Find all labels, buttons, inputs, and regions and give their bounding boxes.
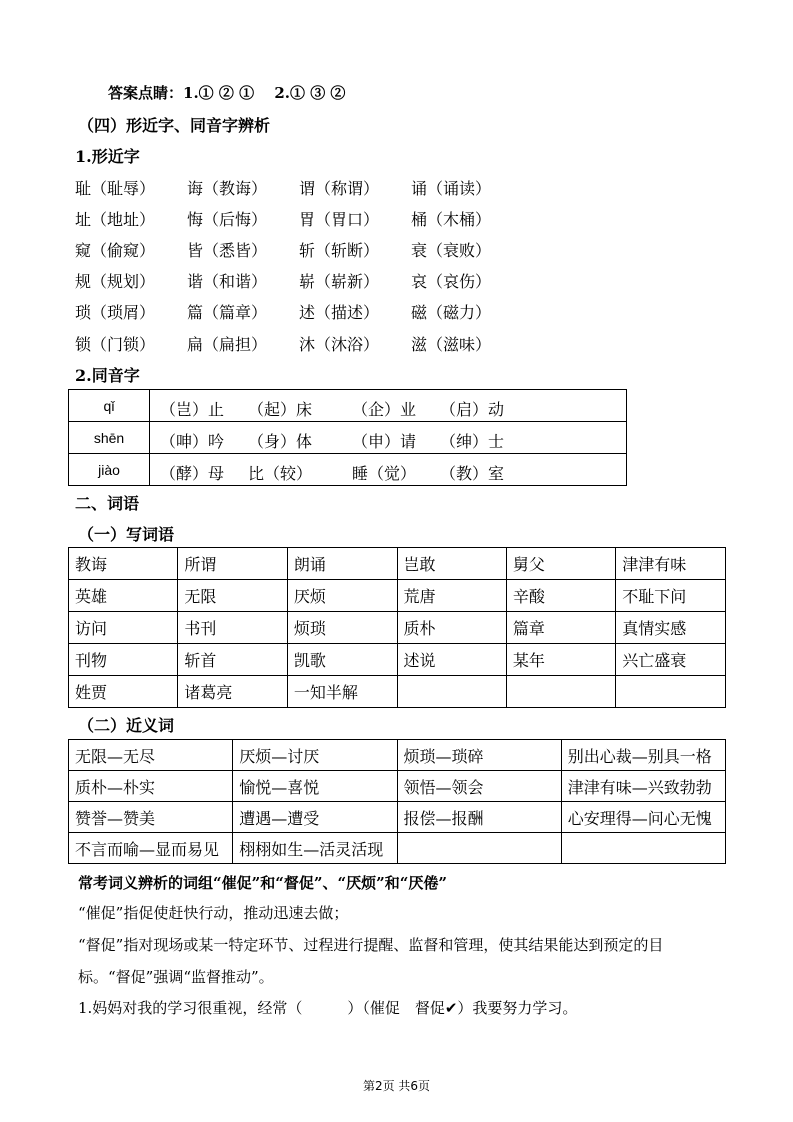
word-cell <box>397 676 506 708</box>
word-cell <box>506 676 615 708</box>
xingjin-item: 桶（木桶） <box>411 210 492 229</box>
analysis-line: “催促”指促使赶快行动，推动迅速去做； <box>78 904 349 922</box>
synonym-cell: 厌烦—讨厌 <box>233 740 397 771</box>
synonym-cell: 不言而喻—显而易见 <box>69 833 233 864</box>
synonym-cell: 津津有味—兴致勃勃 <box>561 771 725 802</box>
table-row <box>69 676 726 708</box>
word-cell <box>616 676 726 708</box>
tongyin-item: （酵）母 <box>160 464 225 483</box>
word-cell: 真情实感 <box>616 612 726 644</box>
xingjin-item: 皆（悉皆） <box>187 241 268 260</box>
word-cell: 厌烦 <box>287 580 397 612</box>
tongyin-item: 比（较） <box>248 464 313 483</box>
tongyin-item: （教）室 <box>440 464 505 483</box>
word-cell: 教诲 <box>69 548 178 580</box>
word-cell: 访问 <box>69 612 178 644</box>
synonyms-table <box>68 739 726 864</box>
word-cell: 无限 <box>178 580 288 612</box>
tongyin-title: 2.同音字 <box>75 366 140 385</box>
table-row <box>69 802 726 833</box>
word-cell: 辛酸 <box>506 580 615 612</box>
xingjin-item: 胃（胃口） <box>299 210 380 229</box>
tongyin-item: （起）床 <box>248 400 313 419</box>
table-row <box>69 454 627 486</box>
xingjin-item: 斩（斩断） <box>299 241 380 260</box>
xingjin-item: 扁（扁担） <box>187 335 268 354</box>
word-cell: 质朴 <box>397 612 506 644</box>
tongyin-item: （岂）止 <box>160 400 225 419</box>
word-cell: 刊物 <box>69 644 178 676</box>
synonym-cell: 赞誉—赞美 <box>69 802 233 833</box>
xingjin-item: 址（地址） <box>75 210 156 229</box>
word-cell: 姓贾 <box>69 676 178 708</box>
xingjin-item: 诲（教诲） <box>187 179 268 198</box>
table-row <box>69 740 726 771</box>
xingjin-item: 述（描述） <box>299 303 380 322</box>
tongyin-item: （申）请 <box>352 432 417 451</box>
synonym-cell: 心安理得—问心无愧 <box>561 802 725 833</box>
word-cell: 岂敢 <box>397 548 506 580</box>
synonym-cell: 栩栩如生—活灵活现 <box>233 833 397 864</box>
table-row <box>69 771 726 802</box>
synonym-cell: 领悟—领会 <box>397 771 561 802</box>
word-cell: 荒唐 <box>397 580 506 612</box>
answer-hint: 答案点睛：1.① ② ① 2.① ③ ② <box>108 84 346 102</box>
word-cell: 所谓 <box>178 548 288 580</box>
word-cell: 书刊 <box>178 612 288 644</box>
table-row <box>69 644 726 676</box>
page-footer: 第2页 共6页 <box>362 1079 431 1093</box>
xingjin-item: 崭（崭新） <box>299 272 380 291</box>
xingjin-item: 悔（后悔） <box>187 210 268 229</box>
tongyin-cell <box>150 454 627 486</box>
xingjin-item: 谐（和谐） <box>187 272 268 291</box>
table-row <box>69 390 627 422</box>
synonym-cell: 遭遇—遭受 <box>233 802 397 833</box>
xingjin-item: 耻（耻辱） <box>75 179 156 198</box>
word-cell: 诸葛亮 <box>178 676 288 708</box>
write-words-title: （一）写词语 <box>78 525 175 544</box>
word-cell: 一知半解 <box>287 676 397 708</box>
tongyin-cell <box>150 422 627 454</box>
xingjin-item: 琐（琐屑） <box>75 303 156 322</box>
xingjin-item: 谓（称谓） <box>299 179 380 198</box>
word-cell: 英雄 <box>69 580 178 612</box>
word-cell: 津津有味 <box>616 548 726 580</box>
synonym-cell: 报偿—报酬 <box>397 802 561 833</box>
word-cell: 凯歌 <box>287 644 397 676</box>
xingjin-title: 1.形近字 <box>75 147 140 166</box>
word-cell: 舅父 <box>506 548 615 580</box>
xingjin-item: 诵（诵读） <box>411 179 492 198</box>
section-four-title: （四）形近字、同音字辨析 <box>78 116 271 135</box>
synonym-cell <box>397 833 561 864</box>
xingjin-item: 篇（篇章） <box>187 303 268 322</box>
analysis-line: “督促”指对现场或某一特定环节、过程进行提醒、监督和管理，使其结果能达到预定的目 <box>78 936 664 954</box>
xingjin-item: 窥（偷窥） <box>75 241 156 260</box>
part-two-title: 二、词语 <box>75 494 140 513</box>
tongyin-cell <box>150 390 627 422</box>
tongyin-item: （启）动 <box>440 400 505 419</box>
synonyms-title: （二）近义词 <box>78 716 175 735</box>
table-row <box>69 422 627 454</box>
tongyin-item: （呻）吟 <box>160 432 225 451</box>
word-cell: 述说 <box>397 644 506 676</box>
analysis-title: 常考词义辨析的词组“催促”和“督促”、“厌烦”和“厌倦” <box>78 874 448 892</box>
xingjin-item: 磁（磁力） <box>411 303 492 322</box>
word-cell: 不耻下问 <box>616 580 726 612</box>
word-cell: 兴亡盛衰 <box>616 644 726 676</box>
pinyin-cell: qǐ <box>69 390 150 422</box>
synonym-cell <box>561 833 725 864</box>
table-row <box>69 580 726 612</box>
tongyin-item: （身）体 <box>248 432 313 451</box>
tongyin-item: （绅）士 <box>440 432 505 451</box>
synonym-cell: 别出心裁—别具一格 <box>561 740 725 771</box>
word-cell: 烦琐 <box>287 612 397 644</box>
word-cell: 篇章 <box>506 612 615 644</box>
table-row <box>69 548 726 580</box>
pinyin-cell: jiào <box>69 454 150 486</box>
synonym-cell: 质朴—朴实 <box>69 771 233 802</box>
synonym-cell: 烦琐—琐碎 <box>397 740 561 771</box>
table-row <box>69 833 726 864</box>
question-1: 1.妈妈对我的学习很重视，经常（ ）（催促 督促✔）我要努力学习。 <box>78 999 578 1017</box>
xingjin-item: 锁（门锁） <box>75 335 156 354</box>
pinyin-cell: shēn <box>69 422 150 454</box>
word-cell: 某年 <box>506 644 615 676</box>
xingjin-item: 沐（沐浴） <box>299 335 380 354</box>
tongyin-table <box>68 389 627 486</box>
word-cell: 斩首 <box>178 644 288 676</box>
word-cell: 朗诵 <box>287 548 397 580</box>
table-row <box>69 612 726 644</box>
xingjin-item: 滋（滋味） <box>411 335 492 354</box>
tongyin-item: （企）业 <box>352 400 417 419</box>
xingjin-item: 衰（衰败） <box>411 241 492 260</box>
xingjin-item: 哀（哀伤） <box>411 272 492 291</box>
xingjin-item: 规（规划） <box>75 272 156 291</box>
synonym-cell: 无限—无尽 <box>69 740 233 771</box>
synonym-cell: 愉悦—喜悦 <box>233 771 397 802</box>
tongyin-item: 睡（觉） <box>352 464 417 483</box>
write-words-table <box>68 547 726 708</box>
analysis-line: 标。“督促”强调“监督推动”。 <box>78 968 274 986</box>
